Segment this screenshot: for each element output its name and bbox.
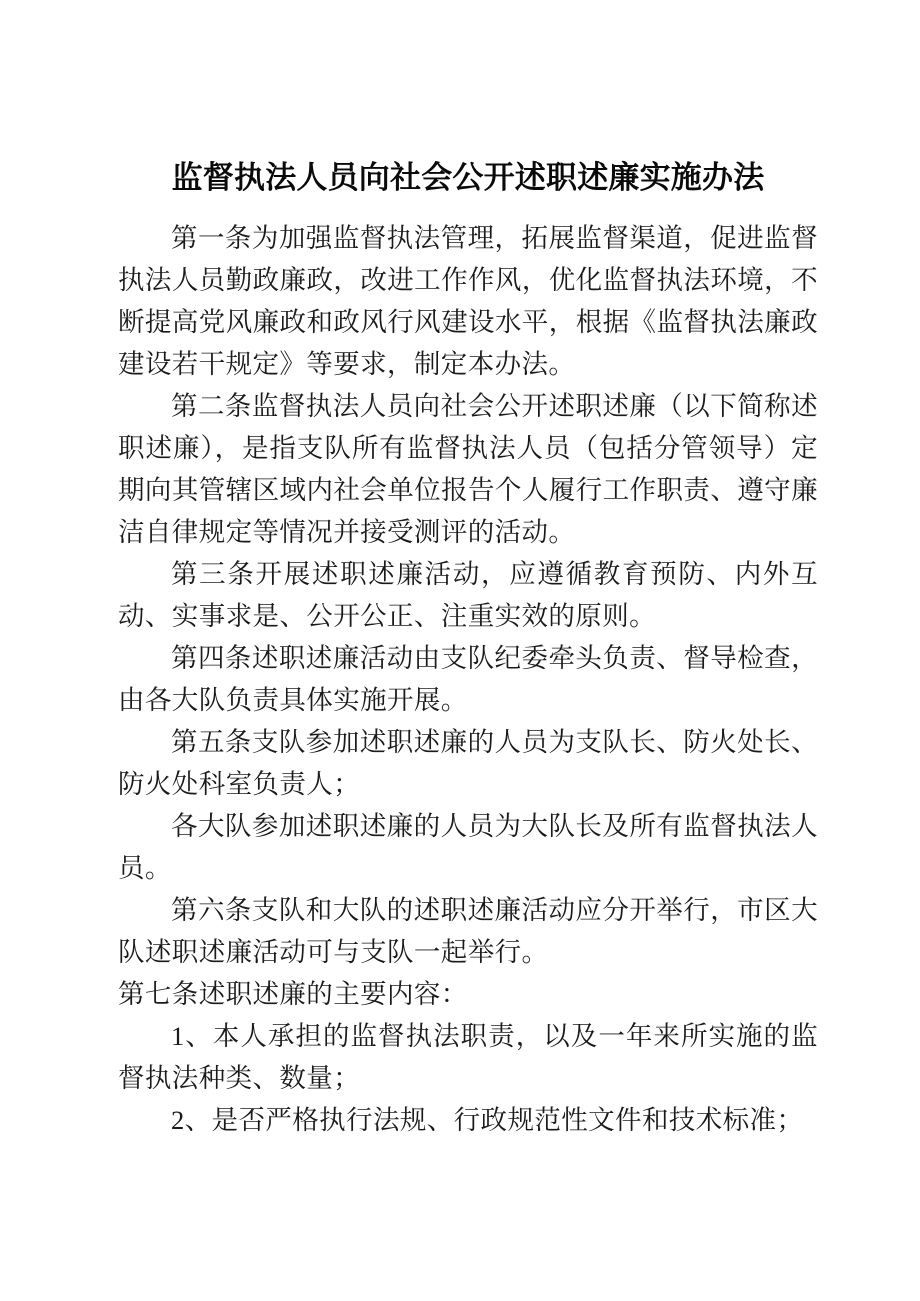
- paragraph-article-7-heading: 第七条述职述廉的主要内容：: [118, 979, 468, 1009]
- document-content-column: [118, 0, 818, 1141]
- paragraph-article-6: 第六条支队和大队的述职述廉活动应分开举行，市区大队述职述廉活动可与支队一起举行。: [118, 895, 818, 967]
- paragraph-article-7-item-2: 2、是否严格执行法规、行政规范性文件和技术标准；: [171, 1105, 804, 1135]
- page-title: 监督执法人员向社会公开述职述廉实施办法: [171, 160, 765, 195]
- paragraph-article-5-continued: 各大队参加述职述廉的人员为大队长及所有监督执法人员。: [118, 811, 818, 883]
- paragraph-article-2: 第二条监督执法人员向社会公开述职述廉（以下简称述职述廉），是指支队所有监督执法人员（包括分管领导）定期向其管辖区域内社会单位报告个人履行工作职责、遵守廉洁自律规定等情况并接受测评的活动。: [118, 391, 818, 547]
- paragraph-article-7-item-1: 1、本人承担的监督执法职责，以及一年来所实施的监督执法种类、数量；: [118, 1021, 818, 1093]
- paragraph-article-3: 第三条开展述职述廉活动，应遵循教育预防、内外互动、实事求是、公开公正、注重实效的原则。: [118, 559, 818, 631]
- paragraph-article-1: 第一条为加强监督执法管理，拓展监督渠道，促进监督执法人员勤政廉政，改进工作作风，优化监督执法环境，不断提高党风廉政和政风行风建设水平，根据《监督执法廉政建设若干规定》等要求，制定本办法。: [118, 223, 818, 379]
- paragraph-article-5: 第五条支队参加述职述廉的人员为支队长、防火处长、防火处科室负责人；: [118, 727, 818, 799]
- paragraph-article-4: 第四条述职述廉活动由支队纪委牵头负责、督导检查，由各大队负责具体实施开展。: [118, 643, 818, 715]
